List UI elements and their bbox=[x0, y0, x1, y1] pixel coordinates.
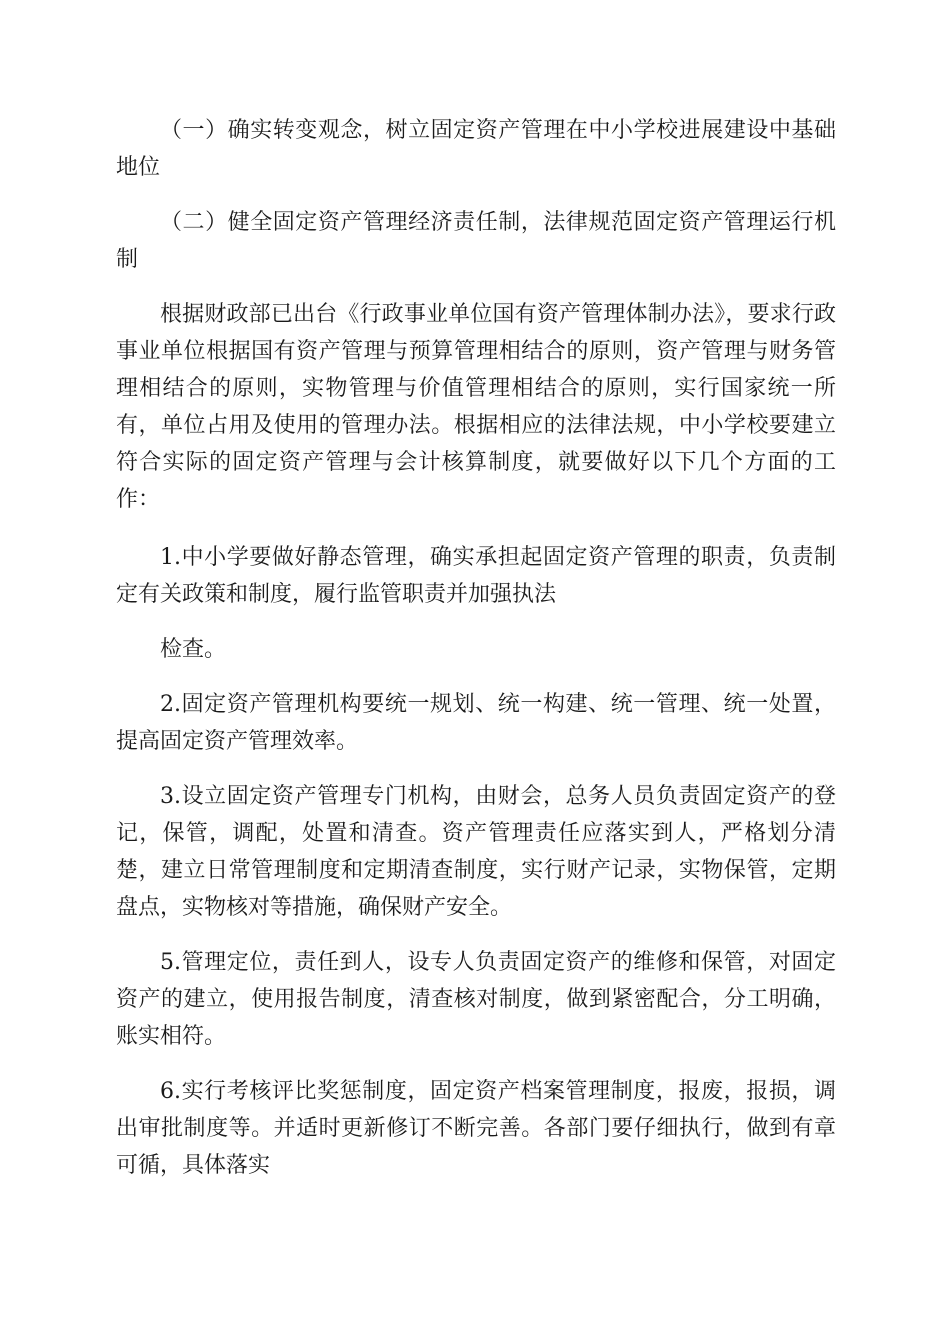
paragraph-item-1-continued: 检查。 bbox=[160, 637, 227, 662]
paragraph-item-5: 5.管理定位，责任到人，设专人负责固定资产的维修和保管，对固定资产的建立，使用报告制度，清查核对制度，做到紧密配合，分工明确，账实相符。 bbox=[116, 950, 836, 1049]
paragraph-heading-2: （二）健全固定资产管理经济责任制，法律规范固定资产管理运行机制 bbox=[116, 210, 836, 272]
paragraph-item-2: 2.固定资产管理机构要统一规划、统一构建、统一管理、统一处置，提高固定资产管理效率。 bbox=[116, 692, 836, 754]
paragraph-item-6: 6.实行考核评比奖惩制度，固定资产档案管理制度，报废，报损，调出审批制度等。并适时更新修订不断完善。各部门要仔细执行，做到有章可循，具体落实 bbox=[116, 1079, 836, 1178]
paragraph-heading-1: （一）确实转变观念，树立固定资产管理在中小学校进展建设中基础地位 bbox=[116, 118, 836, 180]
paragraph-item-1: 1.中小学要做好静态管理，确实承担起固定资产管理的职责，负责制定有关政策和制度，履行监管职责并加强执法 bbox=[116, 545, 836, 607]
paragraph-body-intro: 根据财政部已出台《行政事业单位国有资产管理体制办法》，要求行政事业单位根据国有资产管理与预算管理相结合的原则，资产管理与财务管理相结合的原则，实物管理与价值管理相结合的原则，实行国家统一所有，单位占用及使用的管理办法。根据相应的法律法规，中小学校要建立符合实际的固定资产管理与会计核算制度，就要做好以下几个方面的工作： bbox=[116, 302, 836, 512]
paragraph-item-3: 3.设立固定资产管理专门机构，由财会，总务人员负责固定资产的登记，保管，调配，处置和清查。资产管理责任应落实到人，严格划分清楚，建立日常管理制度和定期清查制度，实行财产记录，实物保管，定期盘点，实物核对等措施，确保财产安全。 bbox=[116, 784, 836, 920]
